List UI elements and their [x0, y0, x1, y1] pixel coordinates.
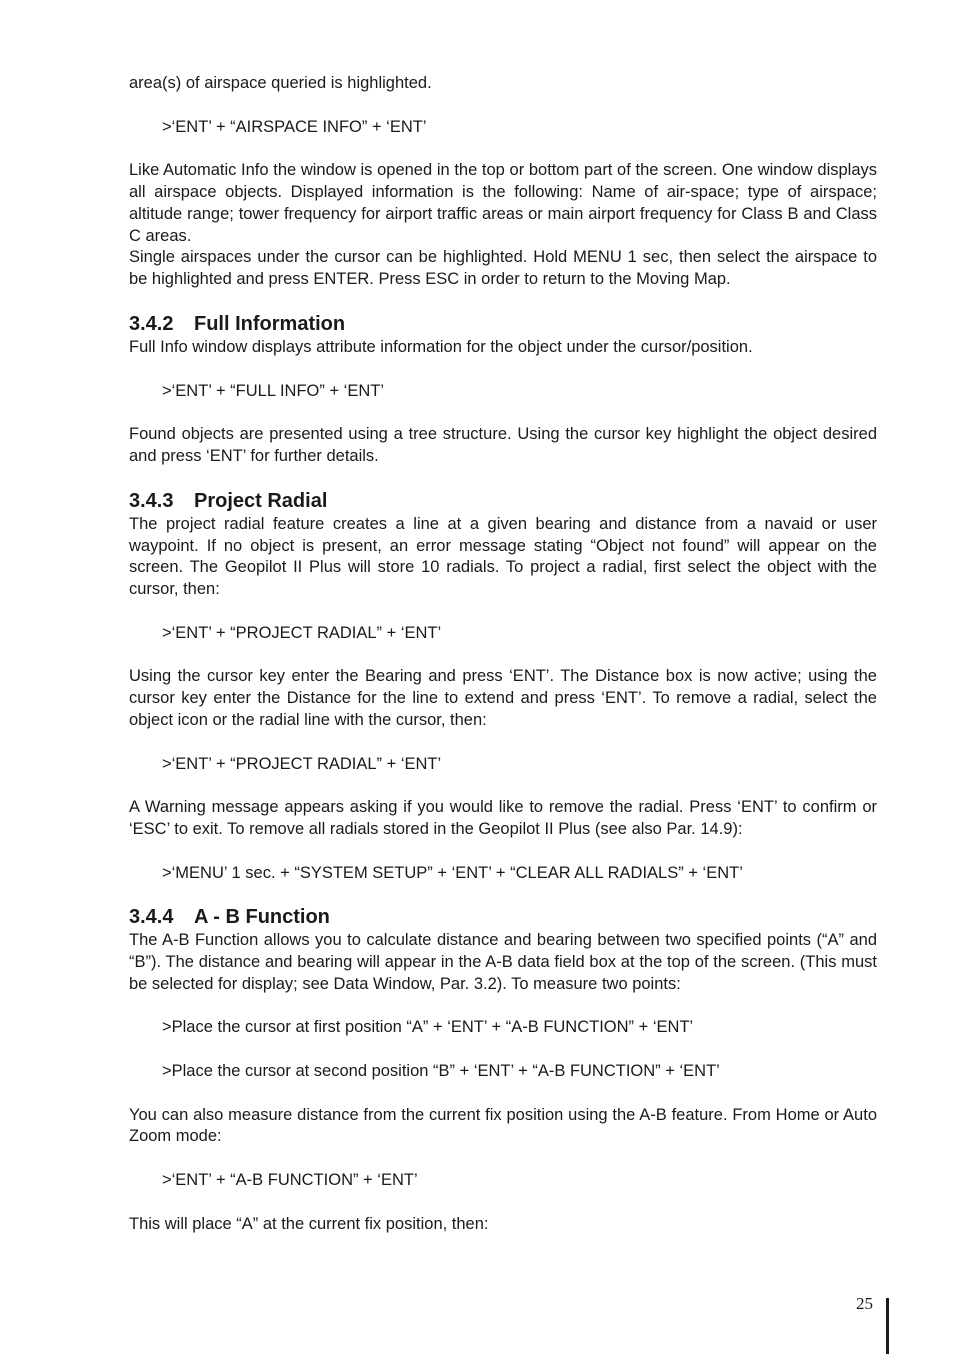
section-title: Project Radial [194, 489, 328, 512]
command-clear-all-radials: >‘MENU’ 1 sec. + “SYSTEM SETUP” + ‘ENT’ + “CLEAR ALL RADIALS” + ‘ENT’ [162, 863, 743, 882]
command-ab-second-position: >Place the cursor at second position “B” + ‘ENT’ + “A-B FUNCTION” + ‘ENT’ [162, 1062, 720, 1081]
page-edge-rule [886, 1298, 889, 1354]
command-full-info: >‘ENT’ + “FULL INFO” + ‘ENT’ [162, 381, 385, 400]
section-heading-3-4-2 [129, 291, 877, 337]
section-title: Full Information [194, 312, 346, 335]
intro-paragraph-2: Like Automatic Info the window is opened in the top or bottom part of the screen. One window displays all airspace objects. Displayed information is the following: Name of air-space; type of airspace; altitude range; tower frequency for airport traffic areas or main airport frequency for Class B and Class C areas. [129, 161, 877, 245]
project-radial-paragraph-2: Using the cursor key enter the Bearing and press ‘ENT’. The Distance box is now active; using the cursor key enter the Distance for the line to extend and press ‘ENT’. To remove a radial, select the object icon or the radial line with the cursor, then: [129, 667, 877, 729]
intro-paragraph-3: Single airspaces under the cursor can be highlighted. Hold MENU 1 sec, then select the airspace to be highlighted and press ENTER. Press ESC in order to return to the Moving Map. [129, 248, 877, 289]
page-number: 25 [856, 1294, 873, 1313]
ab-function-paragraph-2: You can also measure distance from the current fix position using the A-B feature. From Home or Auto Zoom mode: [129, 1105, 877, 1146]
section-heading-3-4-3 [129, 468, 877, 514]
section-title: A - B Function [194, 906, 330, 929]
command-ab-function: >‘ENT’ + “A-B FUNCTION” + ‘ENT’ [162, 1171, 418, 1190]
command-project-radial: >‘ENT’ + “PROJECT RADIAL” + ‘ENT’ [162, 623, 442, 642]
section-number: 3.4.3 [129, 489, 174, 512]
section-heading-3-4-4 [129, 884, 877, 930]
ab-function-paragraph-1: The A-B Function allows you to calculate distance and bearing between two specified points (“A” and “B”). The distance and bearing will appear in the A-B data field box at the top of the screen. (This must be selected for display; see Data Window, Par. 3.2). To measure two points: [129, 931, 877, 993]
section-number: 3.4.4 [129, 906, 174, 929]
project-radial-paragraph-3: A Warning message appears asking if you would like to remove the radial. Press ‘ENT’ to confirm or ‘ESC’ to exit. To remove all radials stored in the Geopilot II Plus (see also Par. 14.9): [129, 798, 877, 838]
full-info-paragraph-2: Found objects are presented using a tree structure. Using the cursor key highlight the object desired and press ‘ENT’ for further details. [129, 425, 877, 465]
section-number: 3.4.2 [129, 312, 174, 335]
command-ab-first-position: >Place the cursor at first position “A” + ‘ENT’ + “A-B FUNCTION” + ‘ENT’ [162, 1018, 694, 1037]
page-content [129, 73, 877, 1235]
command-airspace-info: >‘ENT’ + “AIRSPACE INFO” + ‘ENT’ [162, 117, 427, 136]
full-info-paragraph-1: Full Info window displays attribute information for the object under the cursor/position. [129, 337, 753, 356]
intro-paragraph-1: area(s) of airspace queried is highlighted. [129, 74, 432, 92]
ab-function-paragraph-3: This will place “A” at the current fix position, then: [129, 1214, 489, 1233]
command-project-radial-remove: >‘ENT’ + “PROJECT RADIAL” + ‘ENT’ [162, 754, 442, 773]
project-radial-paragraph-1: The project radial feature creates a line at a given bearing and distance from a navaid or user waypoint. If no object is present, an error message stating “Object not found” will appear on the screen. The Geopilot II Plus will store 10 radials. To project a radial, first select the object with the cursor, then: [129, 514, 877, 599]
